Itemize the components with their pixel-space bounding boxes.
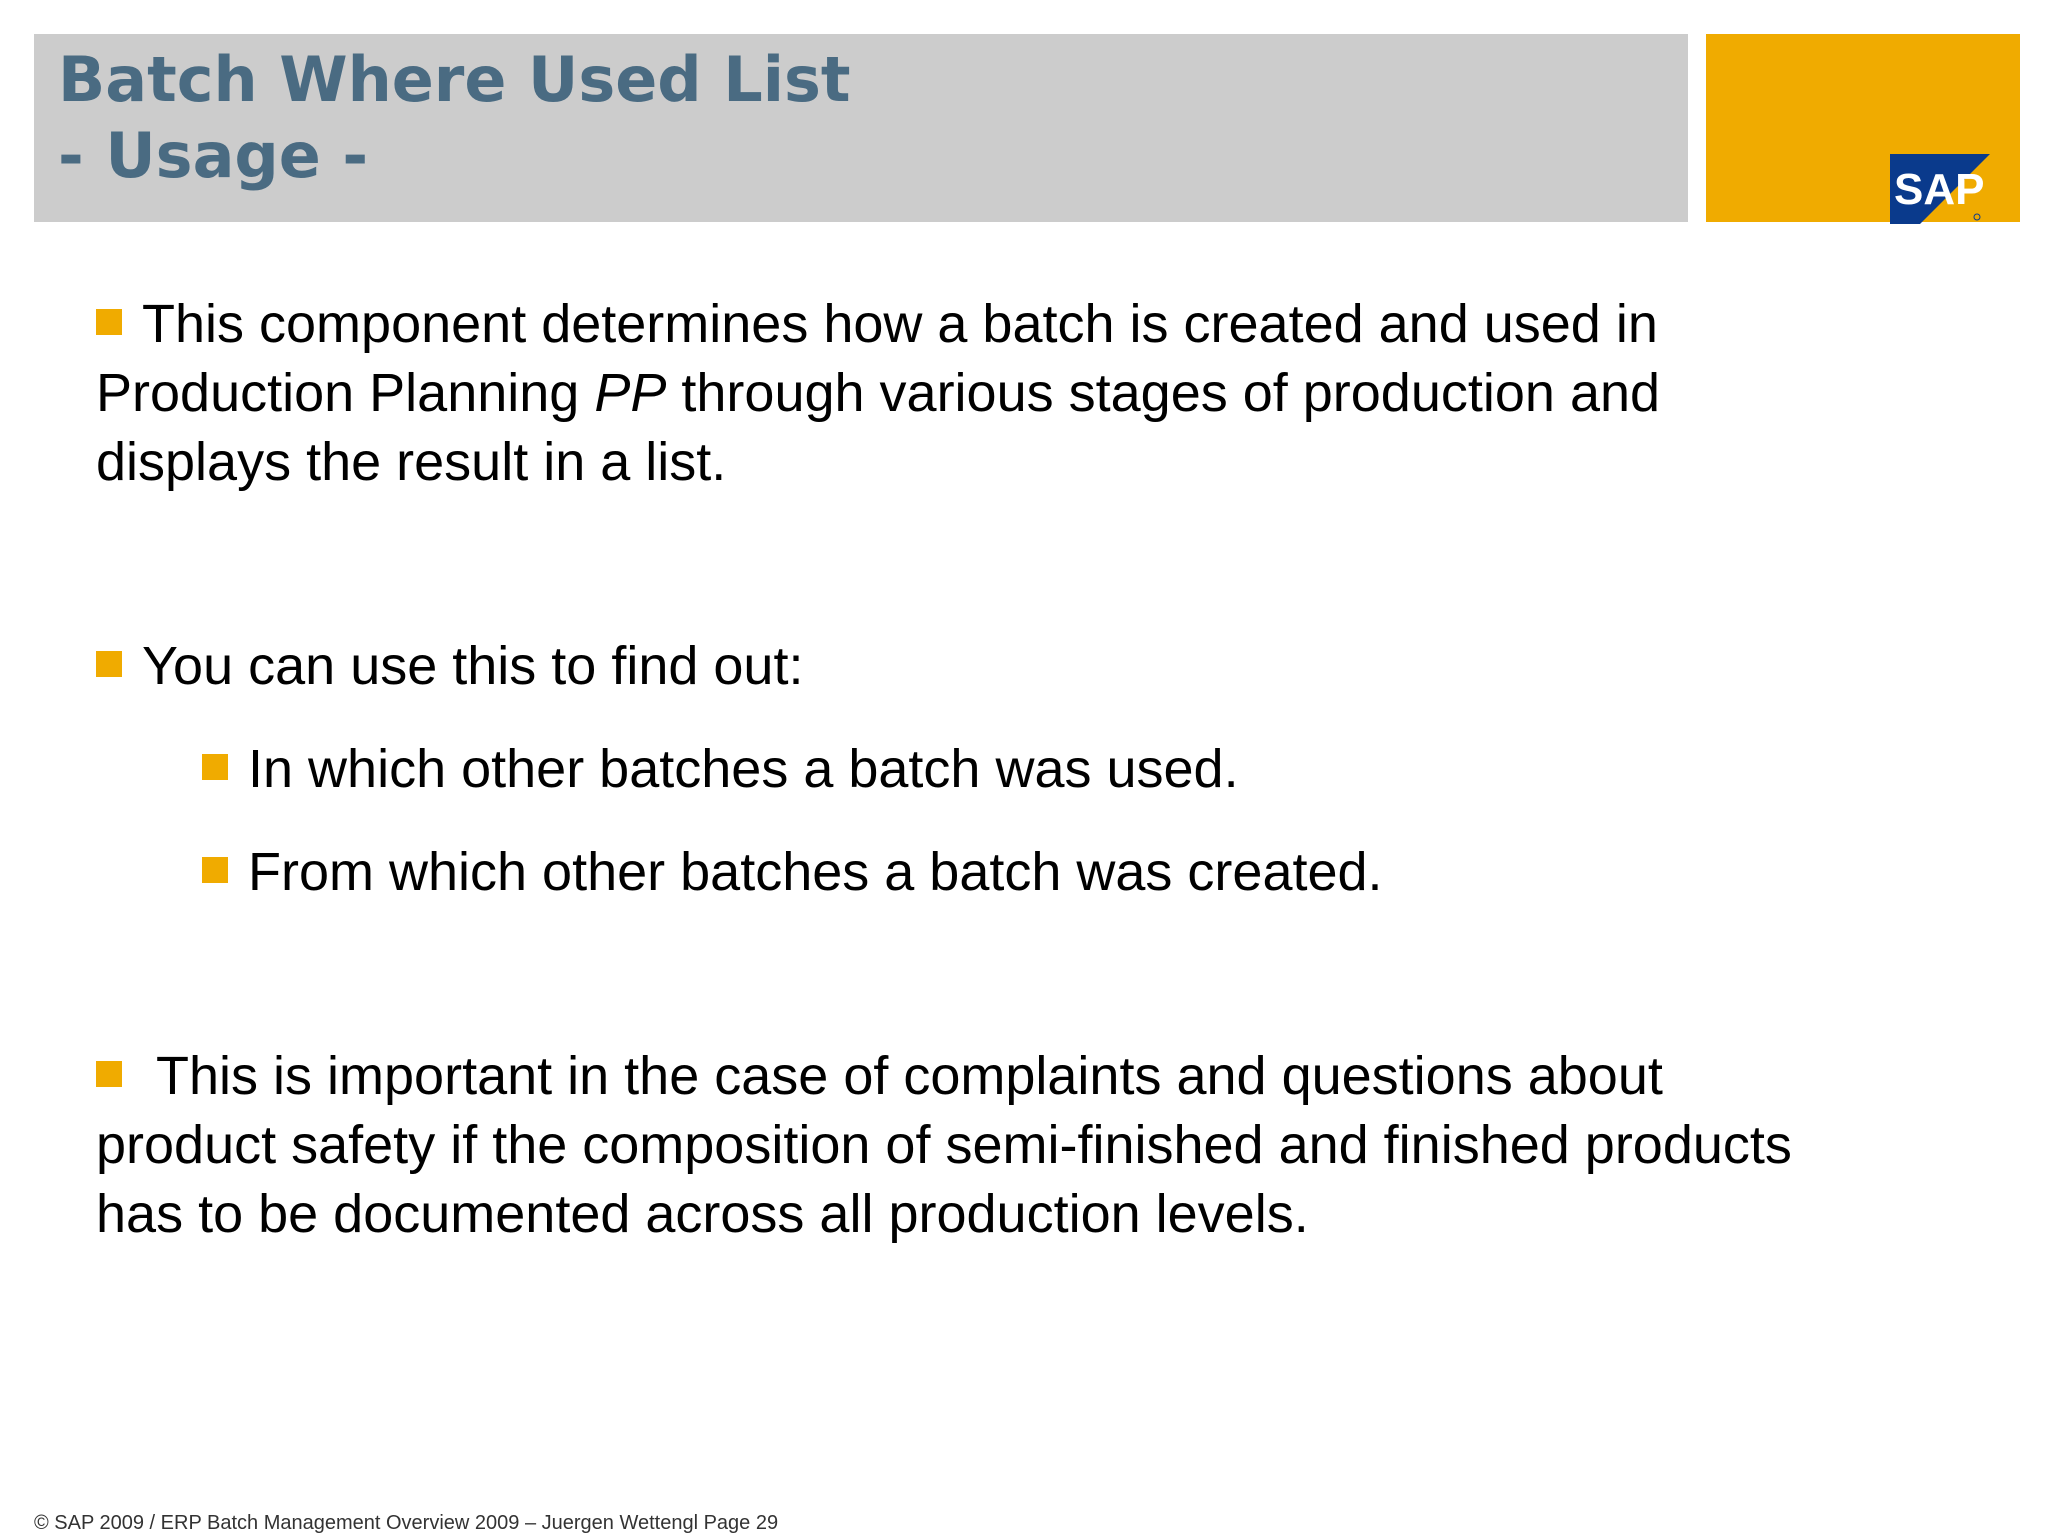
sap-logo-text: SAP [1894,165,1985,214]
bullet-square-icon [202,754,228,780]
bullet-find-out: You can use this to find out: [96,632,803,701]
bullet-square-icon [202,857,228,883]
sub-bullet-used: In which other batches a batch was used. [202,735,1239,804]
sub-bullet-created: From which other batches a batch was created. [202,838,1383,907]
sap-logo-icon [1890,154,1990,224]
footer-copyright: © SAP 2009 / ERP Batch Management Overview 2009 – Juergen Wettengl Page 29 [34,1512,779,1534]
sap-logo-panel [1706,34,2020,222]
slide-subtitle: - Usage - [58,119,369,192]
bullet-component: This component determines how a batch is created and used in Production Planning PP through various stages of production and displays the result in a list. [96,294,1661,492]
bullet-square-icon [96,1061,122,1087]
slide-title: Batch Where Used List [58,43,851,116]
bullet-square-icon [96,309,122,335]
title-bar [34,34,1688,222]
bullet-square-icon [96,651,122,677]
bullet-importance: This is important in the case of complaints and questions about product safety if the composition of semi-finished and finished products has to be documented across all production levels. [96,1046,1792,1244]
